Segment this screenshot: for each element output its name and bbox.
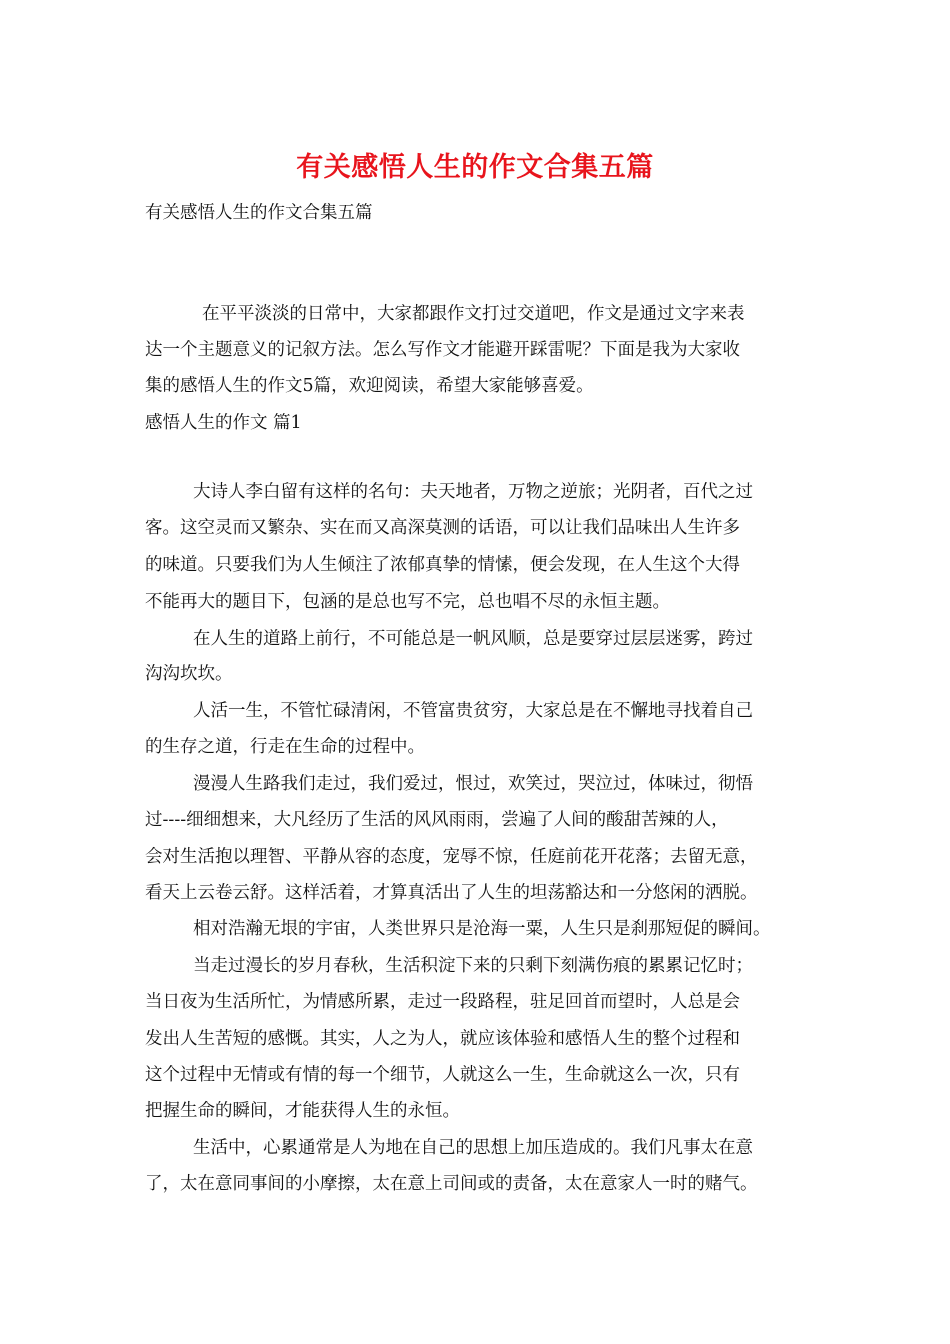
text-line: 了，太在意同事间的小摩擦，太在意上司间或的责备，太在意家人一时的赌气。 bbox=[145, 1174, 758, 1194]
document-title: 有关感悟人生的作文合集五篇 bbox=[296, 152, 654, 183]
text-line: 会对生活抱以理智、平静从容的态度，宠辱不惊，任庭前花开花落；去留无意， bbox=[145, 847, 758, 867]
text-line: 大诗人李白留有这样的名句：夫天地者，万物之逆旅；光阴者，百代之过 bbox=[193, 482, 753, 502]
text-line: 在人生的道路上前行，不可能总是一帆风顺，总是要穿过层层迷雾，跨过 bbox=[193, 629, 753, 649]
text-line: 的味道。只要我们为人生倾注了浓郁真挚的情愫，便会发现，在人生这个大得 bbox=[145, 555, 740, 575]
text-line: 沟沟坎坎。 bbox=[145, 664, 233, 684]
text-line: 这个过程中无情或有情的每一个细节，人就这么一生，生命就这么一次，只有 bbox=[145, 1065, 740, 1085]
text-line: 当走过漫长的岁月春秋，生活积淀下来的只剩下刻满伤痕的累累记忆时； bbox=[193, 956, 753, 976]
document-subtitle: 有关感悟人生的作文合集五篇 bbox=[145, 203, 373, 223]
text-line: 集的感悟人生的作文5篇，欢迎阅读，希望大家能够喜爱。 bbox=[145, 376, 594, 396]
text-line: 达一个主题意义的记叙方法。怎么写作文才能避开踩雷呢？下面是我为大家收 bbox=[145, 340, 740, 360]
text-line: 人活一生，不管忙碌清闲，不管富贵贫穷，大家总是在不懈地寻找着自己 bbox=[193, 701, 753, 721]
text-line: 过----细细想来，大凡经历了生活的风风雨雨，尝遍了人间的酸甜苦辣的人， bbox=[145, 810, 729, 830]
text-line: 看天上云卷云舒。这样活着，才算真活出了人生的坦荡豁达和一分悠闲的洒脱。 bbox=[145, 883, 758, 903]
text-line: 生活中，心累通常是人为地在自己的思想上加压造成的。我们凡事太在意 bbox=[193, 1138, 753, 1158]
text-line: 的生存之道，行走在生命的过程中。 bbox=[145, 737, 425, 757]
text-line: 客。这空灵而又繁杂、实在而又高深莫测的话语，可以让我们品味出人生许多 bbox=[145, 518, 740, 538]
text-line: 不能再大的题目下，包涵的是总也写不完，总也唱不尽的永恒主题。 bbox=[145, 592, 670, 612]
text-line: 当日夜为生活所忙，为情感所累，走过一段路程，驻足回首而望时，人总是会 bbox=[145, 992, 740, 1012]
text-line: 把握生命的瞬间，才能获得人生的永恒。 bbox=[145, 1101, 460, 1121]
text-line: 发出人生苦短的感慨。其实，人之为人，就应该体验和感悟人生的整个过程和 bbox=[145, 1029, 740, 1049]
text-line: 漫漫人生路我们走过，我们爱过，恨过，欢笑过，哭泣过，体味过，彻悟 bbox=[193, 774, 753, 794]
section-heading: 感悟人生的作文 篇1 bbox=[145, 413, 302, 433]
text-line: 相对浩瀚无垠的宇宙，人类世界只是沧海一粟，人生只是刹那短促的瞬间。 bbox=[193, 919, 771, 939]
text-line: 在平平淡淡的日常中，大家都跟作文打过交道吧，作文是通过文字来表 bbox=[202, 304, 745, 324]
